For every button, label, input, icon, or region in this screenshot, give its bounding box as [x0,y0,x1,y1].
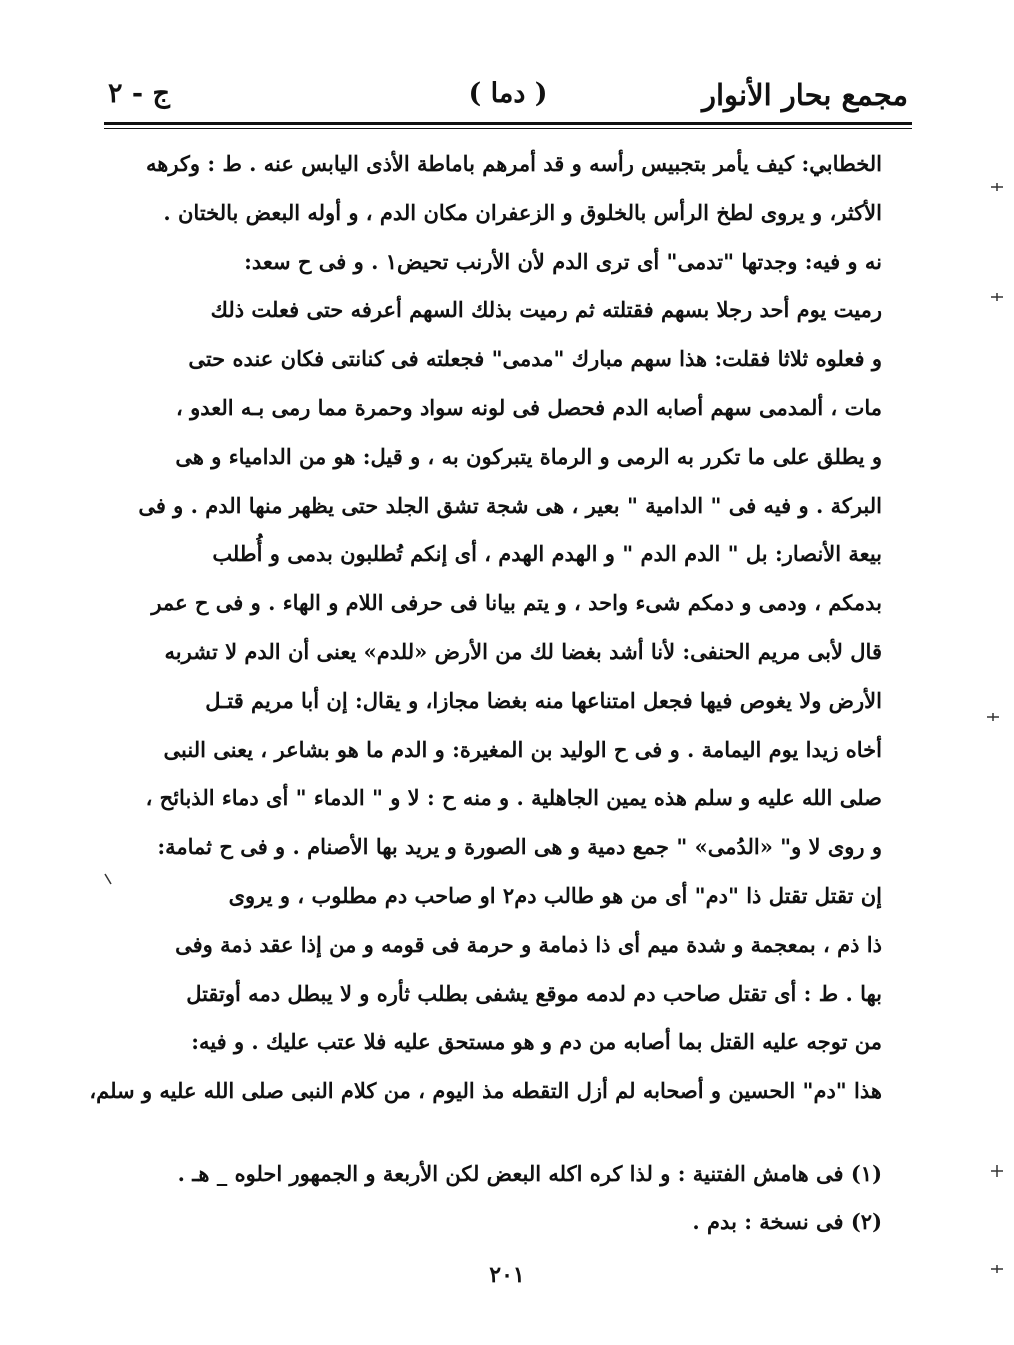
footnotes [170,1150,882,1246]
text-line: بيعة الأنصار: بل " الدم الدم " و الهدم الهدم ، أى إنكم تُطلبون بدمى و أُطلب [212,541,882,567]
footnote-2: (٢) فى نسخة : بدم . [692,1209,882,1234]
text-line: إن تقتل تقتل ذا "دم" أى من هو طالب دم٢ او صاحب دم مطلوب ، و يروى [228,882,882,908]
volume-number: ج - ٢ [108,78,170,109]
text-line: و يطلق على ما تكرر به الرمى و الرماة يتبركون به ، و قيل: هو من الدامياء و هى [175,443,882,469]
margin-mark-icon [990,290,1004,304]
text-line: مات ، ألمدمى سهم أصابه الدم فحصل فى لونه سواد وحمرة مما رمى بـه العدو ، [175,394,882,420]
text-line: و روى لا و" «الدُمى» " جمع دمية و هى الصورة و يريد بها الأصنام . و فى ح ثمامة: [157,834,882,860]
text-line: البركة . و فيه فى " الدامية " بعير ، هى شجة تشق الجلد حتى يظهر منها الدم . و فى [138,492,882,518]
page-header [108,72,908,116]
text-line: بها . ط : أى تقتل صاحب دم لدمه موقع يشفى بطلب ثأره و لا يبطل دمه أوتقتل [186,980,882,1006]
main-text [89,140,882,1116]
text-line: قال لأبى مريم الحنفى: لأنا أشد بغضا لك من الأرض «للدم» يعنى أن الدم لا تشربه [164,638,882,664]
margin-mark-icon [990,180,1004,194]
text-line: بدمكم ، ودمى و دمكم شىء واحد ، و يتم بيانا فى حرفى اللام و الهاء . و فى ح عمر [151,590,882,616]
text-line: هذا "دم" الحسين و أصحابه لم أزل التقطه مذ اليوم ، من كلام النبى صلى الله عليه و سلم، [89,1078,882,1104]
text-line: الأرض ولا يغوص فيها فجعل امتناعها منه بغضا مجازا، و يقال: إن أبا مريم قتـل [205,687,882,713]
text-line: الأكثر، و يروى لطخ الرأس بالخلوق و الزعفران مكان الدم ، و أوله البعض بالختان . [163,199,882,225]
margin-mark-icon [986,710,1000,724]
header-rule-thick [104,122,912,125]
footnote-1: (١) فى هامش الفتنية : و لذا كره اكله البعض لكن الأربعة و الجمهور احلوه _ هـ . [177,1161,882,1186]
book-title: مجمع بحار الأنوار [702,78,908,112]
text-line: نه و فيه: وجدتها "تدمى" أى ترى الدم لأن الأرنب تحيض١ . و فى ح سعد: [244,248,882,274]
page-number: ٢٠١ [489,1262,525,1288]
text-line: صلى الله عليه و سلم هذه يمين الجاهلية . و منه ح : لا و " الدماء " أى دماء الذبائح ، [145,785,882,811]
text-line: ذا ذم ، بمعجمة و شدة ميم أى ذا ذمامة و حرمة فى قومه و من إذا عقد ذمة وفى [175,931,882,957]
text-line: و فعلوه ثلاثا فقلت: هذا سهم مبارك "مدمى" فجعلته فى كنانتى فكان عنده حتى [188,346,882,372]
margin-mark-icon [102,872,116,886]
text-line: الخطابي: كيف يأمر بتجبيس رأسه و قد أمرهم باماطة الأذى اليابس عنه . ط : وكرهه [146,151,882,176]
text-line: رميت يوم أحد رجلا بسهم فقتلته ثم رميت بذلك السهم أعرفه حتى فعلت ذلك [210,297,882,323]
header-rule-thin [104,128,912,129]
text-line: من توجه عليه القتل بما أصابه من دم و هو مستحق عليه فلا عتب عليك . و فيه: [191,1029,882,1055]
margin-mark-icon [990,1262,1004,1276]
text-line: أخاه زيدا يوم اليمامة . و فى ح الوليد بن المغيرة: و الدم ما هو بشاعر ، يعنى النبى [163,736,882,762]
entry-topic: ( دما ) [468,78,548,109]
margin-mark-icon [990,1164,1004,1178]
